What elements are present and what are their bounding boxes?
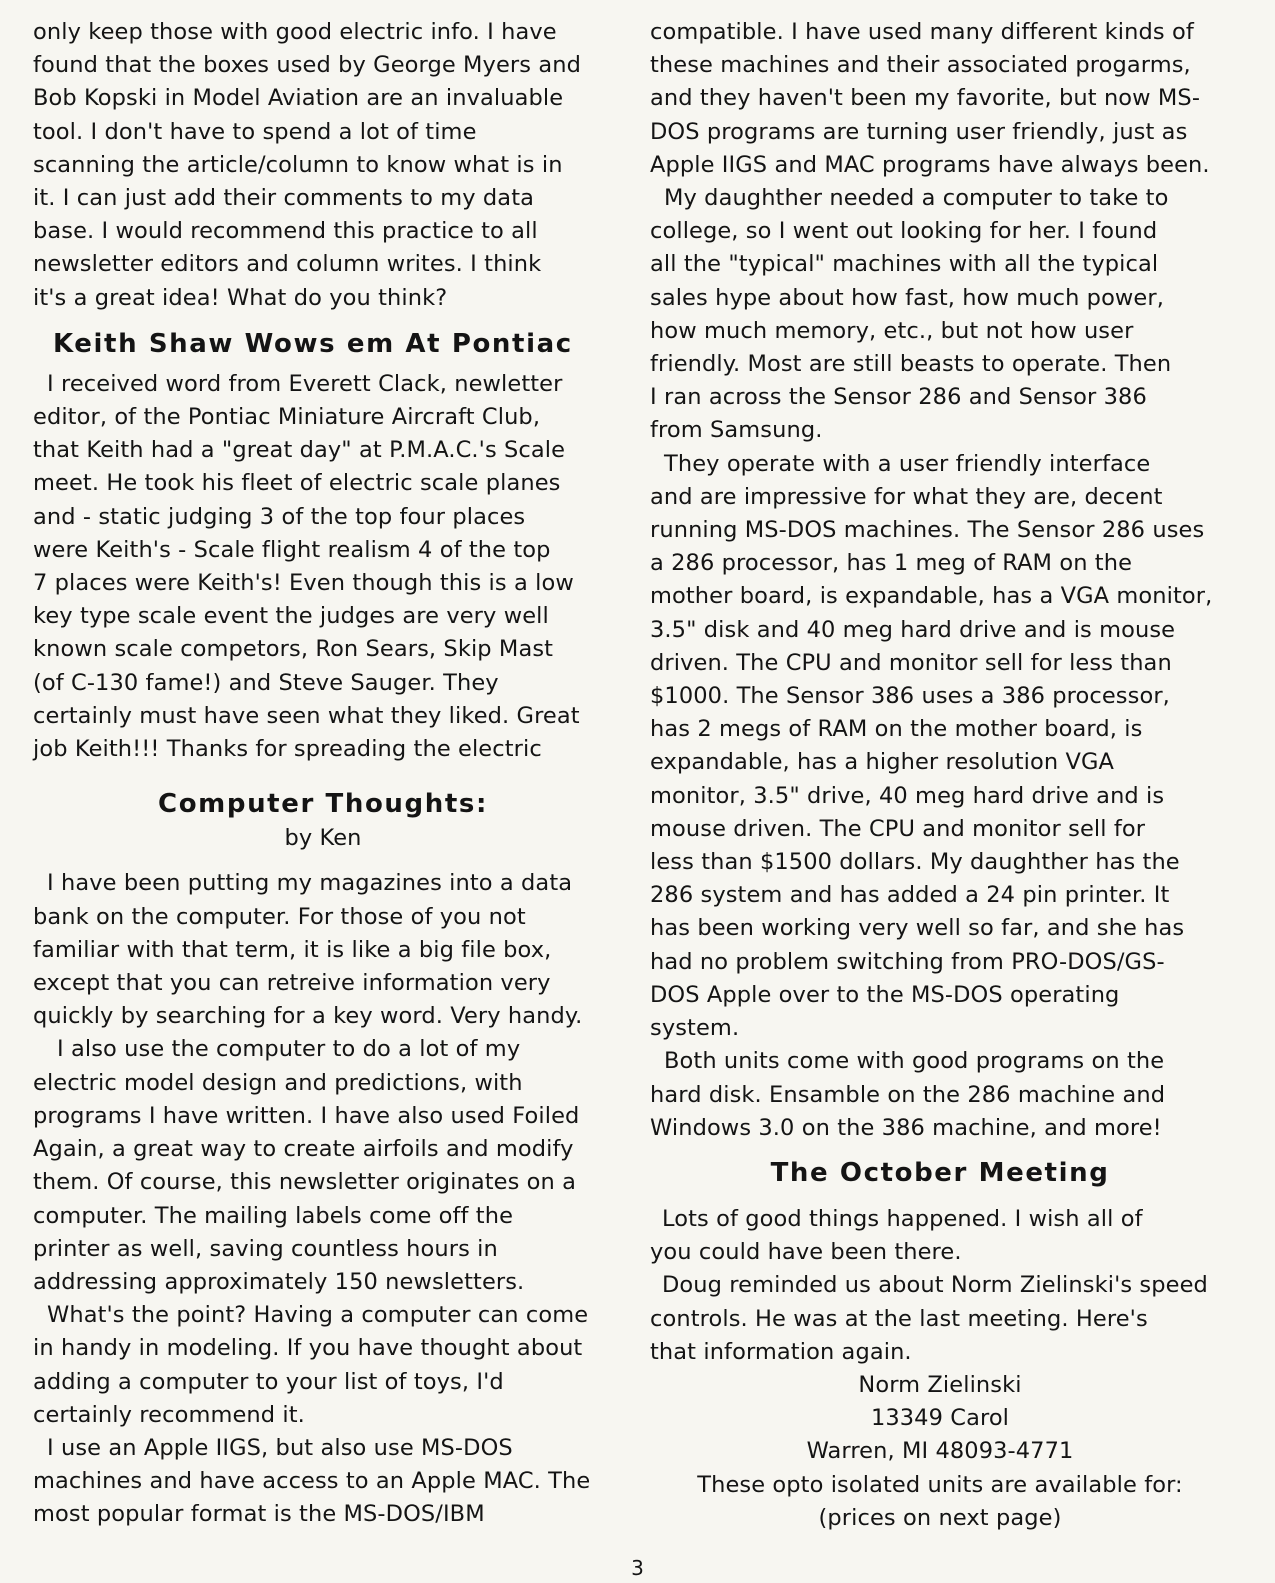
text-line: certainly recommend it. [33, 1401, 305, 1428]
text-line: that information again. [650, 1338, 912, 1365]
computer-paragraph-2 [33, 1033, 613, 1299]
text-line: most popular format is the MS-DOS/IBM [33, 1501, 485, 1528]
address-block [650, 1369, 1230, 1535]
text-line: sales hype about how fast, how much power, [650, 284, 1164, 311]
text-line: printer as well, saving countless hours in [33, 1235, 498, 1262]
text-line: how much memory, etc., but not how user [650, 317, 1134, 344]
text-line: electric model design and predictions, with [33, 1069, 523, 1096]
text-line: I also use the computer to do a lot of my [57, 1036, 521, 1063]
sensor-paragraph [650, 448, 1230, 1046]
text-line: mother board, is expandable, has a VGA monitor, [650, 583, 1213, 610]
text-line: had no problem switching from PRO-DOS/GS- [650, 948, 1165, 975]
heading-computer-thoughts: Computer Thoughts: [158, 789, 488, 820]
october-paragraph-1 [650, 1203, 1230, 1269]
text-line: has been working very well so far, and she has [650, 915, 1185, 942]
text-line: and they haven't been my favorite, but now MS- [650, 85, 1201, 112]
october-paragraph-2 [650, 1269, 1230, 1369]
text-line: it. I can just add their comments to my data [33, 185, 535, 212]
availability-line: These opto isolated units are available for: [697, 1471, 1183, 1498]
text-line: base. I would recommend this practice to all [33, 218, 538, 245]
address-line: 13349 Carol [870, 1405, 1010, 1432]
text-line: Apple IIGS and MAC programs have always been. [650, 151, 1210, 178]
text-line: Again, a great way to create airfoils and modify [33, 1136, 574, 1163]
text-line: editor, of the Pontiac Miniature Aircraft Club, [33, 404, 541, 431]
text-line: only keep those with good electric info. I have [33, 19, 557, 45]
text-line: Both units come with good programs on the [664, 1048, 1165, 1075]
text-line: and - static judging 3 of the top four places [33, 503, 526, 530]
text-line: except that you can retreive information very [33, 970, 551, 997]
text-line: certainly must have seen what they liked. Great [33, 702, 580, 729]
text-line: I ran across the Sensor 286 and Sensor 386 [650, 384, 1147, 411]
text-line: What's the point? Having a computer can come [47, 1302, 589, 1329]
heading-keith-shaw: Keith Shaw Wows em At Pontiac [53, 328, 573, 359]
text-line: (of C-130 fame!) and Steve Sauger. They [33, 669, 499, 696]
text-line: you could have been there. [650, 1239, 962, 1266]
text-line: friendly. Most are still beasts to operate. Then [650, 351, 1172, 378]
text-line: system. [650, 1015, 740, 1042]
text-line: college, so I went out looking for her. I found [650, 218, 1158, 245]
text-line: Windows 3.0 on the 386 machine, and more! [650, 1114, 1162, 1141]
text-line: in handy in modeling. If you have thought about [33, 1335, 583, 1362]
address-line: Warren, MI 48093-4771 [806, 1438, 1074, 1465]
text-line: expandable, has a higher resolution VGA [650, 749, 1114, 776]
text-line: meet. He took his fleet of electric scale planes [33, 470, 561, 497]
text-line: less than $1500 dollars. My daughther has the [650, 849, 1180, 876]
text-line: tool. I don't have to spend a lot of time [33, 118, 477, 145]
text-line: a 286 processor, has 1 meg of RAM on the [650, 550, 1133, 577]
text-line: newsletter editors and column writes. I think [33, 251, 542, 278]
daughter-paragraph [650, 182, 1230, 448]
text-line: controls. He was at the last meeting. Here's [650, 1305, 1148, 1332]
computer-paragraph-4 [33, 1432, 613, 1532]
intro-paragraph [33, 16, 613, 315]
text-line: Bob Kopski in Model Aviation are an invaluable [33, 85, 564, 112]
text-line: mouse driven. The CPU and monitor sell for [650, 815, 1146, 842]
text-line: My daughther needed a computer to take to [664, 185, 1169, 212]
text-line: $1000. The Sensor 386 uses a 386 processor, [650, 683, 1170, 710]
text-line: running MS-DOS machines. The Sensor 286 uses [650, 517, 1205, 544]
text-line: these machines and their associated progarms, [650, 52, 1191, 79]
both-units-paragraph [650, 1045, 1230, 1145]
text-line: I use an Apple IIGS, but also use MS-DOS [47, 1434, 513, 1461]
text-line: programs I have written. I have also used Foiled [33, 1102, 580, 1129]
text-line: 3.5" disk and 40 meg hard drive and is mouse [650, 616, 1176, 643]
text-line: hard disk. Ensamble on the 286 machine and [650, 1081, 1166, 1108]
text-line: found that the boxes used by George Myers and [33, 52, 581, 79]
text-line: machines and have access to an Apple MAC. The [33, 1468, 591, 1495]
text-line: computer. The mailing labels come off the [33, 1202, 514, 1229]
text-line: bank on the computer. For those of you not [33, 903, 526, 930]
text-line: all the "typical" machines with all the typical [650, 251, 1159, 278]
text-line: compatible. I have used many different kinds of [650, 19, 1194, 45]
text-line: has 2 megs of RAM on the mother board, is [650, 716, 1143, 743]
byline: by Ken [284, 825, 362, 852]
text-line: job Keith!!! Thanks for spreading the electric [33, 736, 542, 763]
text-line: from Samsung. [650, 417, 823, 444]
text-line: I have been putting my magazines into a data [47, 870, 573, 897]
text-line: They operate with a user friendly interface [664, 450, 1151, 477]
text-line: Doug reminded us about Norm Zielinski's speed [662, 1272, 1208, 1299]
text-line: quickly by searching for a key word. Very handy. [33, 1003, 583, 1030]
address-line: Norm Zielinski [858, 1371, 1022, 1398]
heading-october-meeting: The October Meeting [770, 1157, 1110, 1188]
prices-note-line: (prices on next page) [818, 1504, 1062, 1531]
text-line: DOS Apple over to the MS-DOS operating [650, 981, 1120, 1008]
text-line: scanning the article/column to know what is in [33, 151, 563, 178]
text-line: and are impressive for what they are, decent [650, 483, 1163, 510]
text-line: it's a great idea! What do you think? [33, 284, 448, 311]
text-line: were Keith's - Scale flight realism 4 of the top [33, 536, 551, 563]
text-line: that Keith had a "great day" at P.M.A.C.'s Scale [33, 437, 566, 464]
text-line: addressing approximately 150 newsletters. [33, 1268, 525, 1295]
text-line: monitor, 3.5" drive, 40 meg hard drive and is [650, 782, 1165, 809]
text-line: known scale competors, Ron Sears, Skip Mast [33, 636, 554, 663]
computer-paragraph-3 [33, 1299, 613, 1432]
text-line: I received word from Everett Clack, newletter [47, 370, 563, 397]
text-line: driven. The CPU and monitor sell for less than [650, 649, 1172, 676]
left-column [33, 16, 613, 1532]
keith-paragraph [33, 368, 613, 766]
text-line: DOS programs are turning user friendly, just as [650, 118, 1188, 145]
continued-paragraph [650, 16, 1230, 182]
text-line: adding a computer to your list of toys, I'd [33, 1368, 504, 1395]
page-number: 3 [631, 1556, 644, 1580]
text-line: 7 places were Keith's! Even though this is a low [33, 570, 574, 597]
computer-paragraph-1 [33, 867, 613, 1033]
text-line: 286 system and has added a 24 pin printer. It [650, 882, 1170, 909]
text-line: Lots of good things happened. I wish all of [662, 1205, 1143, 1232]
text-line: familiar with that term, it is like a big file box, [33, 936, 552, 963]
right-column [650, 16, 1230, 1535]
text-line: key type scale event the judges are very well [33, 603, 549, 630]
text-line: them. Of course, this newsletter originates on a [33, 1169, 577, 1196]
